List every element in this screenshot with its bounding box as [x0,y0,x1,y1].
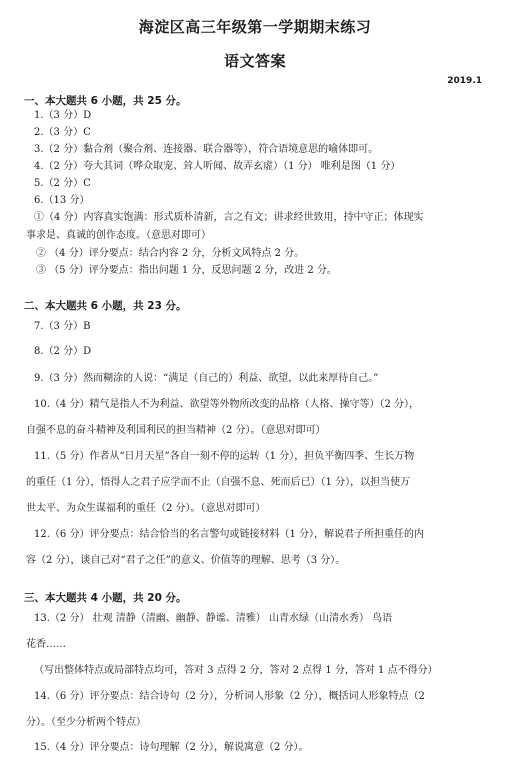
answer-line: ② （4 分）评分要点：结合内容 2 分，分析文风特点 2 分。 [36,248,305,259]
answer-line: 14.（6 分）评分要点：结合诗句（2 分），分析词人形象（2 分），概括词人形象特点（2 [34,691,425,702]
answer-line: 3.（2 分）黏合剂（聚合剂、连接器、联合器等），符合语境意思的喻体即可。 [34,144,379,155]
answer-line: 7.（3 分）B [34,321,91,332]
answer-line: 1.（3 分）D [34,110,92,121]
answer-line: 自强不息的奋斗精神及利国利民的担当精神（2 分）。（意思对即可） [26,425,326,436]
answer-line: 8.（2 分）D [34,346,92,357]
answer-line: 4.（2 分）夸大其词（哗众取宠、耸人听闻、故弄玄虚）（1 分） 唯利是图（1 分） [34,161,401,172]
document-subtitle: 语文答案 [223,52,286,70]
answer-line: ③ （5 分）评分要点：指出问题 1 分，反思问题 2 分，改进 2 分。 [36,265,337,276]
answer-line: 6.（13 分） [34,195,90,206]
answer-line: 15.（4 分）评分要点：诗句理解（2 分），解说寓意（2 分）。 [34,742,309,753]
answer-line: 容（2 分），谈自己对“君子之任”的意义、价值等的理解、思考（3 分）。 [26,555,346,566]
section-heading: 一、本大题共 6 小题，共 25 分。 [24,95,187,107]
answer-line: 11.（5 分）作者从“日月天星”各自一刻不停的运转（1 分），担负平衡四季、生长万物 [34,451,415,462]
section-heading: 三、本大题共 4 小题，共 20 分。 [24,592,187,604]
answer-line: 9.（3 分）然而糊涂的人说：“满足（自己的）利益、欲望，以此来厚待自己。” [34,373,379,384]
document-date: 2019.1 [447,76,482,86]
answer-line: （写出整体特点或局部特点均可，答对 3 点得 2 分，答对 2 点得 1 分，答对 1 点不得分） [34,665,438,676]
answer-line: 世太平、为众生谋福利的重任（2 分）。（意思对即可） [26,503,266,514]
document-title: 海淀区高三年级第一学期期末练习 [138,18,372,36]
answer-line: 12.（6 分）评分要点：结合恰当的名言警句或链接材料（1 分），解说君子所担重任的内 [34,529,424,540]
answer-line: 13.（2 分） 壮观 清静（清幽、幽静、静谧、清雅） 山青水绿（山清水秀） 鸟语 [34,613,393,624]
answer-line: 10.（4 分）精气是指人不为利益、欲望等外物所改变的品格（人格、操守等）（2 分）， [34,399,419,410]
answer-line: 花香…… [26,639,66,650]
answer-line: ①（4 分）内容真实饱满：形式质朴清新，言之有文；讲求经世致用，持中守正；体现实 [34,212,424,223]
answer-line: 5.（2 分）C [34,178,91,189]
answer-line: 事求是、真诚的创作态度。（意思对即可） [26,230,211,241]
section-heading: 二、本大题共 6 小题，共 23 分。 [24,300,187,312]
answer-line: 分）。（至少分析两个特点） [26,717,146,728]
answer-line: 的重任（1 分），悟得人之君子应学而不止（自强不息、死而后已）（1 分），以担当使万 [26,477,411,488]
answer-line: 2.（3 分）C [34,127,91,138]
